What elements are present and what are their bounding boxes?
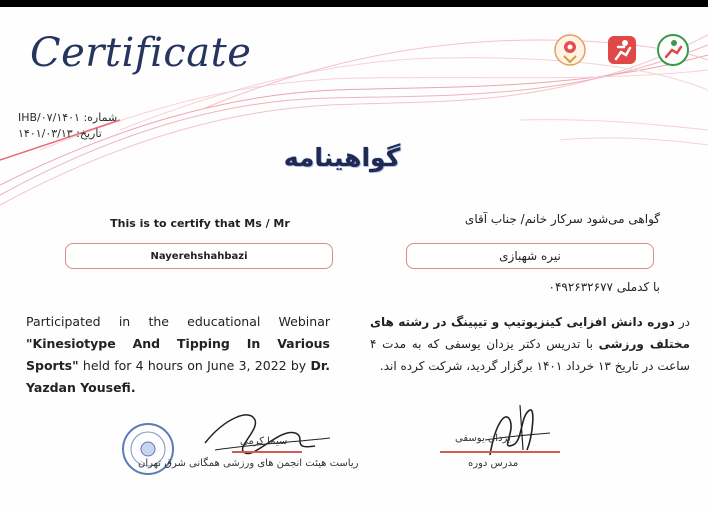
english-para-3: for 4 hours on June 3, 2022 by <box>114 358 311 373</box>
persian-para-2: با تدریس دکتر یزدان یوسفی که به مدت ۴ ساعت در تاریخ ۱۳ خرداد ۱۴۰۱ برگزار گردید، شرکت کرده اند. <box>370 337 690 373</box>
english-paragraph <box>26 311 330 399</box>
logo-circle-green-icon <box>655 32 691 68</box>
right-signer-role: مدرس دوره <box>468 458 519 469</box>
persian-certificate-title: گواهینامه <box>283 143 401 172</box>
logo-red-runner-icon <box>604 32 640 68</box>
english-para-1: Participated in the educational Webinar <box>26 314 330 329</box>
english-instructor: Dr. Yazdan Yousefi. <box>26 358 330 395</box>
english-para-2: held <box>78 358 110 373</box>
right-signer-name: یزدان یوسفی <box>455 433 511 444</box>
persian-course-name: دوره دانش افزایی کینزیوتیپ و تیپینگ در رشته های مختلف ورزشی <box>370 315 690 351</box>
persian-name-box <box>406 243 654 269</box>
persian-recipient-name: نیره شهبازی <box>499 249 561 263</box>
left-red-line <box>232 451 302 453</box>
national-id: با کدملی ۰۴۹۲۶۳۲۶۷۷ <box>548 280 660 294</box>
persian-para-1: در <box>674 315 690 329</box>
english-name-box <box>65 243 333 269</box>
stamp-seal-icon <box>118 420 178 478</box>
logo-medal-icon <box>552 32 588 68</box>
persian-intro: گواهی می‌شود سرکار خانم/ جناب آقای <box>464 212 660 226</box>
left-signer-role: ریاست هیئت انجمن های ورزشی همگانی شرق تهران <box>138 458 359 469</box>
english-intro: This is to certify that Ms / Mr <box>110 217 290 230</box>
certificate-title: Certificate <box>30 30 252 76</box>
left-signer-name: سیما کرمی <box>240 436 288 447</box>
persian-paragraph <box>370 311 690 377</box>
english-course-name: "Kinesiotype And Tipping In Various Sports" <box>26 336 330 373</box>
right-red-line <box>440 451 560 453</box>
certificate-number: شماره: ۱۴۰۱/IHB/۰۷ <box>18 111 118 124</box>
certificate-date: تاریخ: ۱۴۰۱/۰۳/۱۳ <box>18 127 102 140</box>
english-recipient-name: Nayerehshahbazi <box>150 250 248 262</box>
